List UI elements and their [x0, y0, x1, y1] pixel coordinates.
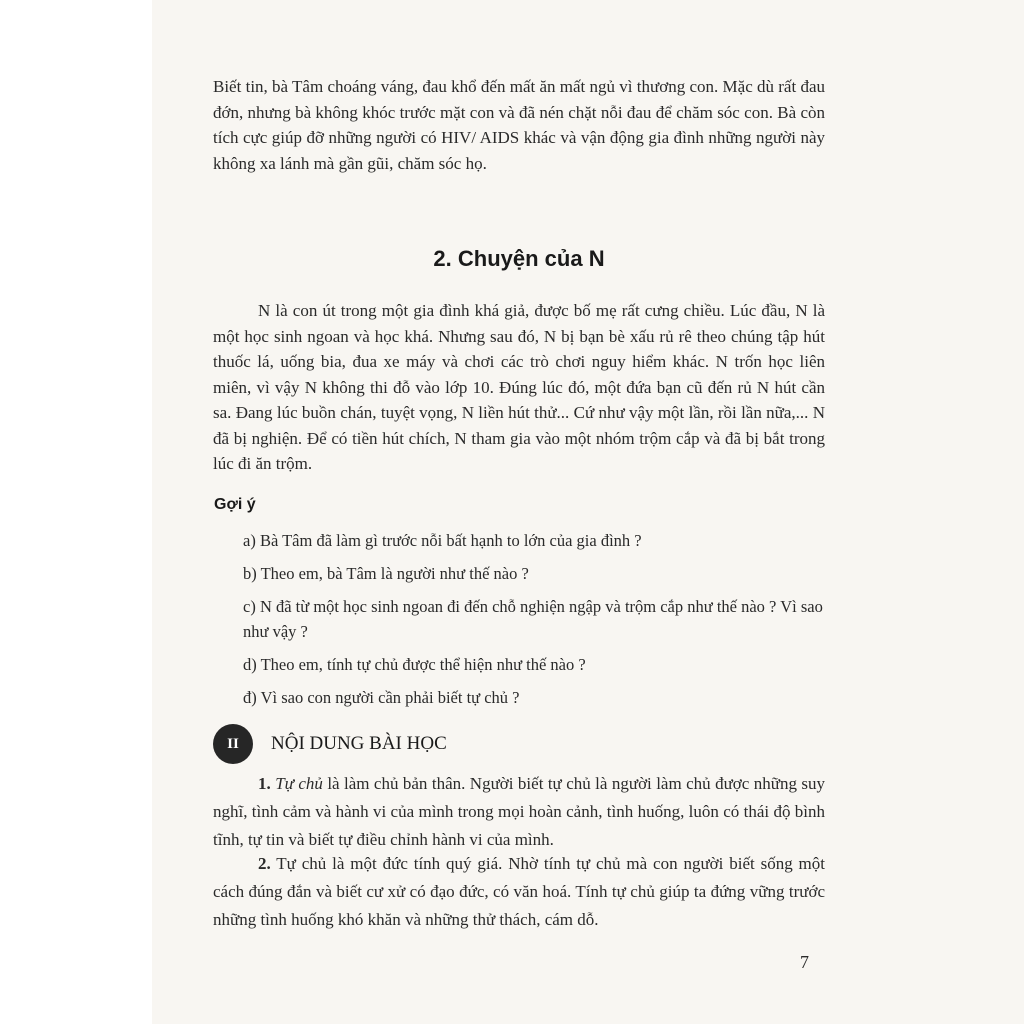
- hint-list: [243, 528, 828, 718]
- hint-label: Gợi ý: [214, 496, 256, 513]
- section-number-badge: II: [213, 724, 253, 764]
- lesson-section-header: [213, 722, 447, 766]
- hint-item: c) N đã từ một học sinh ngoan đi đến chỗ nghiện ngập và trộm cắp như thế nào ? Vì sao như vậy ?: [243, 597, 823, 641]
- hint-item: a) Bà Tâm đã làm gì trước nỗi bất hạnh to lớn của gia đình ?: [243, 531, 642, 550]
- hint-item: b) Theo em, bà Tâm là người như thế nào ?: [243, 564, 529, 583]
- story-paragraph: N là con út trong một gia đình khá giả, được bố mẹ rất cưng chiều. Lúc đầu, N là một học sinh ngoan và học khá. Nhưng sau đó, N bị bạn bè xấu rủ rê theo chúng tập hút thuốc lá, uống bia, đua xe máy và chơi các trò chơi nguy hiểm khác. N trốn học liên miên, vì vậy N không thi đỗ vào lớp 10. Đúng lúc đó, một đứa bạn cũ đến rủ N hút cần sa. Đang lúc buồn chán, tuyệt vọng, N liền hút thử... Cứ như vậy một lần, rồi lần nữa,... N đã bị nghiện. Để có tiền hút chích, N tham gia vào một nhóm trộm cắp và đã bị bắt trong lúc đi ăn trộm.: [213, 301, 825, 473]
- lesson-point-1: [213, 770, 825, 854]
- lesson-point-number: 1.: [258, 774, 271, 793]
- lesson-point-2: [213, 850, 825, 934]
- hint-item: d) Theo em, tính tự chủ được thể hiện như thế nào ?: [243, 655, 586, 674]
- page-number: 7: [800, 952, 809, 972]
- hint-item: đ) Vì sao con người cần phải biết tự chủ ?: [243, 688, 520, 707]
- section-title: 2. Chuyện của N: [433, 246, 605, 271]
- lesson-point-number: 2.: [258, 854, 271, 873]
- lesson-point-text: là làm chủ bản thân. Người biết tự chủ là người làm chủ được những suy nghĩ, tình cảm và hành vi của mình trong mọi hoàn cảnh, tình huống, luôn có thái độ bình tĩnh, tự tin và biết tự điều chỉnh hành vi của mình.: [213, 774, 826, 849]
- lesson-term: Tự chủ: [275, 774, 323, 793]
- lesson-point-text: Tự chủ là một đức tính quý giá. Nhờ tính tự chủ mà con người biết sống một cách đúng đắn và biết cư xử có đạo đức, có văn hoá. Tính tự chủ giúp ta đứng vững trước những tình huống khó khăn và những thử thách, cám dỗ.: [213, 854, 825, 929]
- intro-paragraph: Biết tin, bà Tâm choáng váng, đau khổ đến mất ăn mất ngủ vì thương con. Mặc dù rất đau đớn, nhưng bà không khóc trước mặt con và đã nén chặt nỗi đau để chăm sóc con. Bà còn tích cực giúp đỡ những người có HIV/ AIDS khác và vận động gia đình những người này không xa lánh mà gần gũi, chăm sóc họ.: [213, 77, 825, 173]
- lesson-section-title: NỘI DUNG BÀI HỌC: [271, 733, 447, 754]
